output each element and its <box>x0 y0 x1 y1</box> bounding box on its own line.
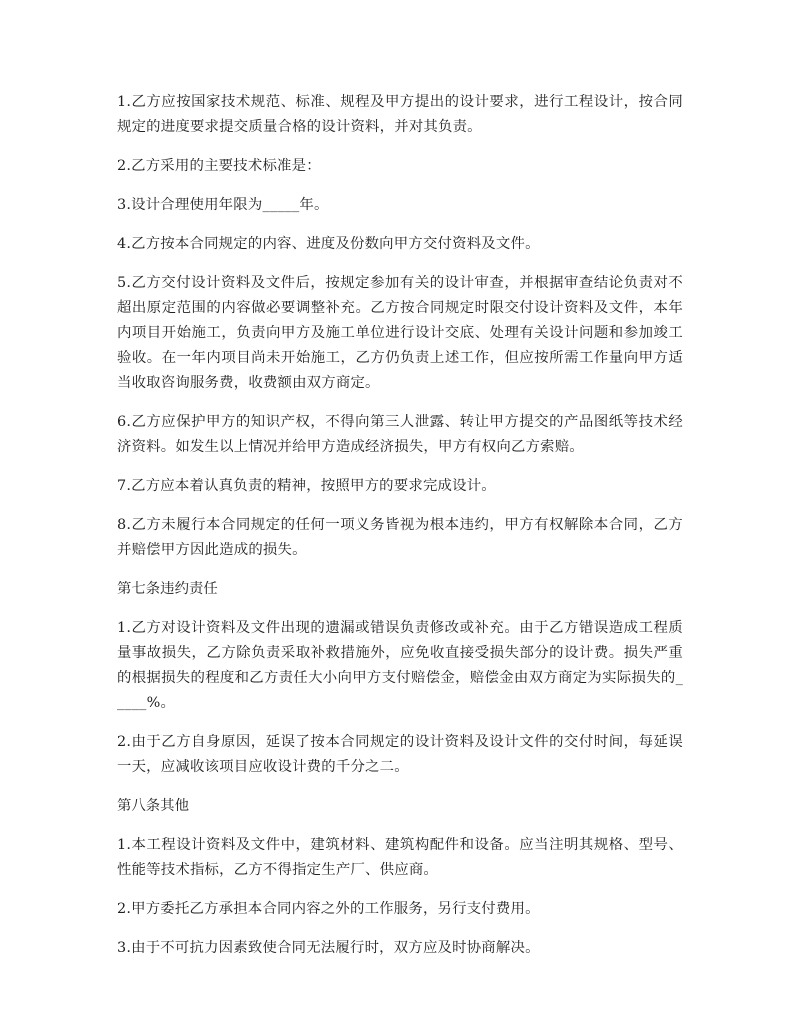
clause-paragraph: 2.甲方委托乙方承担本合同内容之外的工作服务，另行支付费用。 <box>117 901 540 917</box>
section-heading: 第七条违约责任 <box>117 581 218 597</box>
clause-paragraph: 7.乙方应本着认真负责的精神，按照甲方的要求完成设计。 <box>117 478 496 494</box>
clause-paragraph: 4.乙方按本合同规定的内容、进度及份数向甲方交付资料及文件。 <box>117 236 540 252</box>
clause-paragraph: 3.由于不可抗力因素致使合同无法履行时，双方应及时协商解决。 <box>117 940 540 956</box>
clause-paragraph: 3.设计合理使用年限为_____年。 <box>117 197 329 213</box>
clause-paragraph: 6.乙方应保护甲方的知识产权，不得向第三人泄露、转让甲方提交的产品图纸等技术经济资料。如发生以上情况并给甲方造成经济损失，甲方有权向乙方索赔。 <box>117 414 683 455</box>
clause-paragraph: 8.乙方未履行本合同规定的任何一项义务皆视为根本违约，甲方有权解除本合同，乙方并赔偿甲方因此造成的损失。 <box>117 517 683 558</box>
clause-paragraph: 5.乙方交付设计资料及文件后，按规定参加有关的设计审查，并根据审查结论负责对不超出原定范围的内容做必要调整补充。乙方按合同规定时限交付设计资料及文件，本年内项目开始施工，负责向甲方及施工单位进行设计交底、处理有关设计问题和参加竣工验收。在一年内项目尚未开始施工，乙方仍负责上述工作，但应按所需工作量向甲方适当收取咨询服务费，收费额由双方商定。 <box>117 275 683 391</box>
clause-paragraph: 1.本工程设计资料及文件中，建筑材料、建筑构配件和设备。应当注明其规格、型号、性能等技术指标，乙方不得指定生产厂、供应商。 <box>117 837 683 878</box>
clause-paragraph: 1.乙方对设计资料及文件出现的遗漏或错误负责修改或补充。由于乙方错误造成工程质量事故损失，乙方除负责采取补救措施外，应免收直接受损失部分的设计费。损失严重的根据损失的程度和乙方责任大小向甲方支付赔偿金，赔偿金由双方商定为实际损失的_____%。 <box>117 620 683 711</box>
clause-paragraph: 2.由于乙方自身原因，延误了按本合同规定的设计资料及设计文件的交付时间，每延误一天，应减收该项目应收设计费的千分之二。 <box>117 734 683 775</box>
document-body <box>117 90 683 975</box>
section-heading: 第八条其他 <box>117 798 189 814</box>
clause-paragraph: 2.乙方采用的主要技术标准是： <box>117 158 321 174</box>
clause-paragraph: 1.乙方应按国家技术规范、标准、规程及甲方提出的设计要求，进行工程设计，按合同规定的进度要求提交质量合格的设计资料，并对其负责。 <box>117 94 683 135</box>
